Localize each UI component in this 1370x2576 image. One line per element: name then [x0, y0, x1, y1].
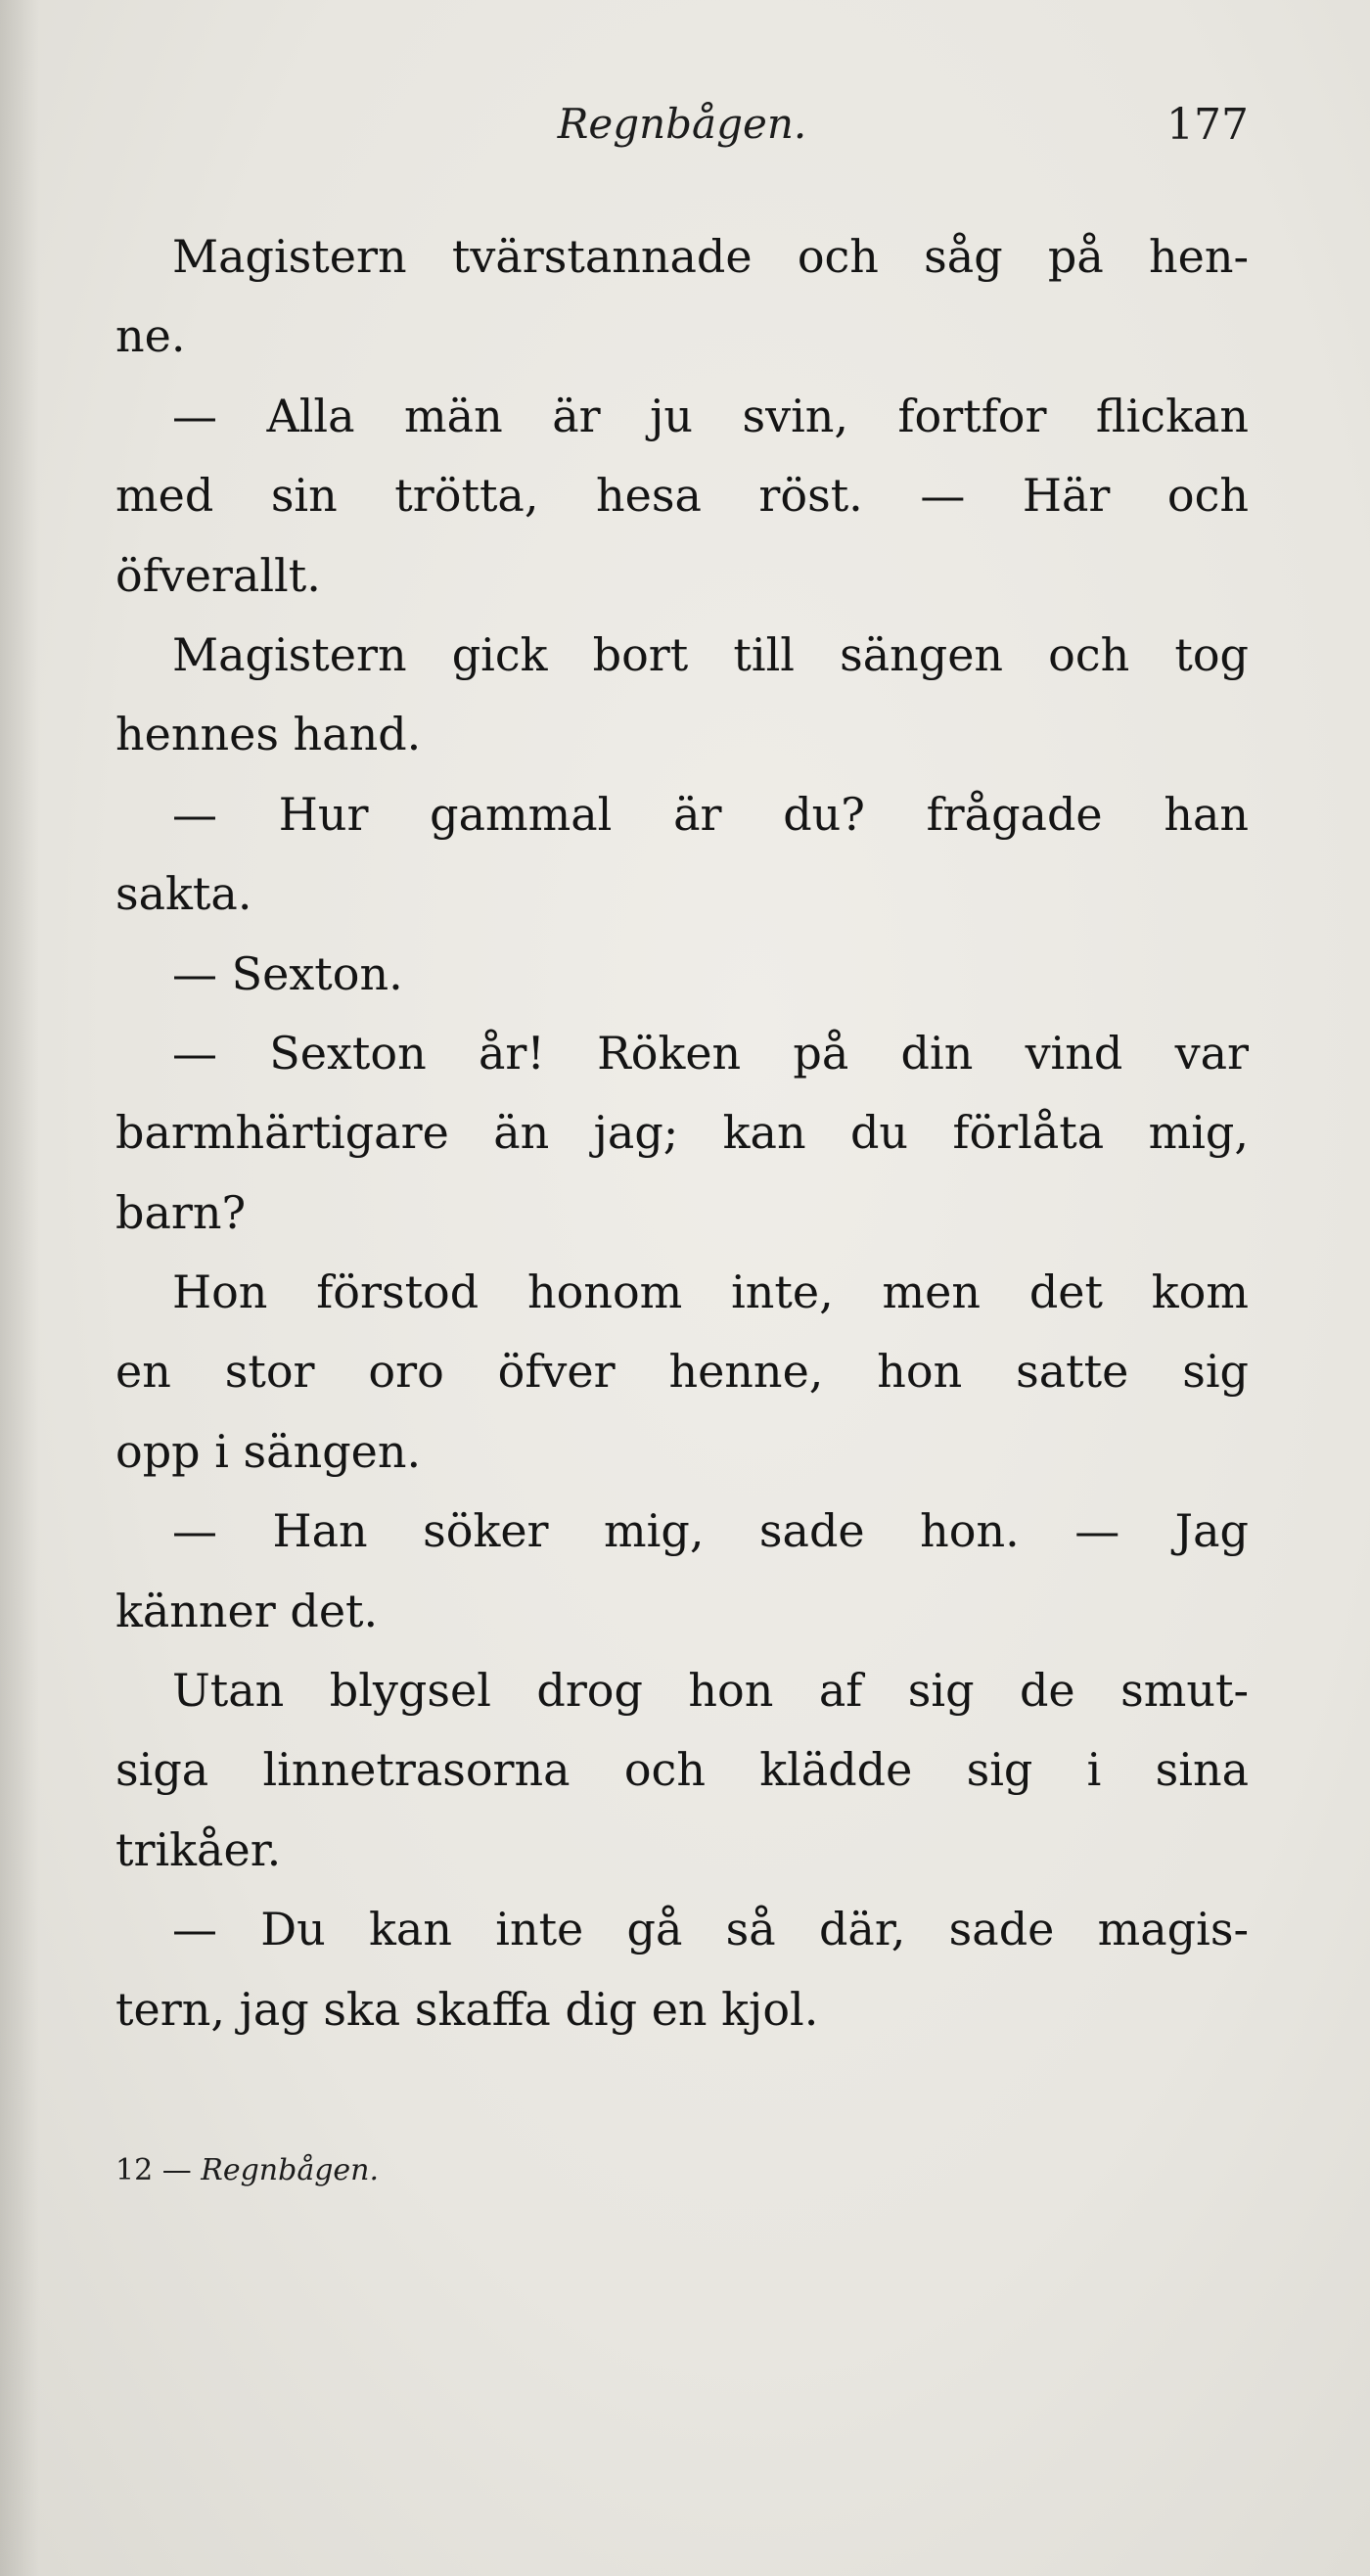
text-line: barmhärtigare än jag; kan du förlåta mig,: [115, 1106, 1249, 1160]
text-line: — Sexton år! Röken på din vind var: [172, 1026, 1249, 1080]
text-line: med sin trötta, hesa röst. — Här och: [115, 469, 1249, 523]
text-line: Hon förstod honom inte, men det kom: [172, 1265, 1249, 1319]
text-line: — Han söker mig, sade hon. — Jag: [172, 1504, 1249, 1558]
text-line: en stor oro öfver henne, hon satte sig: [115, 1345, 1249, 1399]
running-head: [115, 100, 1249, 159]
text-line: opp i sängen.: [115, 1424, 422, 1478]
text-line: trikåer.: [115, 1822, 282, 1876]
body-text: [115, 217, 1249, 2049]
text-line: — Du kan inte gå så där, sade magis-: [172, 1903, 1249, 1956]
text-line: Utan blygsel drog hon af sig de smut-: [172, 1664, 1249, 1718]
text-line: ne.: [115, 309, 186, 363]
text-line: öfverallt.: [115, 548, 321, 602]
text-line: Magistern tvärstannade och såg på hen-: [172, 230, 1249, 283]
page-number: 177: [1166, 100, 1249, 150]
text-line: — Sexton.: [172, 946, 403, 1000]
signature-mark: [115, 2153, 379, 2187]
text-line: sakta.: [115, 867, 252, 921]
text-line: — Hur gammal är du? frågade han: [172, 787, 1249, 841]
text-line: tern, jag ska skaffa dig en kjol.: [115, 1982, 819, 2036]
text-line: känner det.: [115, 1584, 379, 1637]
text-line: Magistern gick bort till sängen och tog: [172, 627, 1249, 681]
text-line: — Alla män är ju svin, fortfor flickan: [172, 389, 1249, 442]
signature-title: Regnbågen.: [201, 2153, 380, 2187]
running-title: Regnbågen.: [557, 100, 807, 148]
page-edge-shadow: [0, 0, 39, 2576]
text-line: barn?: [115, 1185, 247, 1239]
signature-number: 12 —: [115, 2153, 192, 2187]
text-line: hennes hand.: [115, 708, 422, 761]
text-line: siga linnetrasorna och klädde sig i sina: [115, 1743, 1249, 1797]
